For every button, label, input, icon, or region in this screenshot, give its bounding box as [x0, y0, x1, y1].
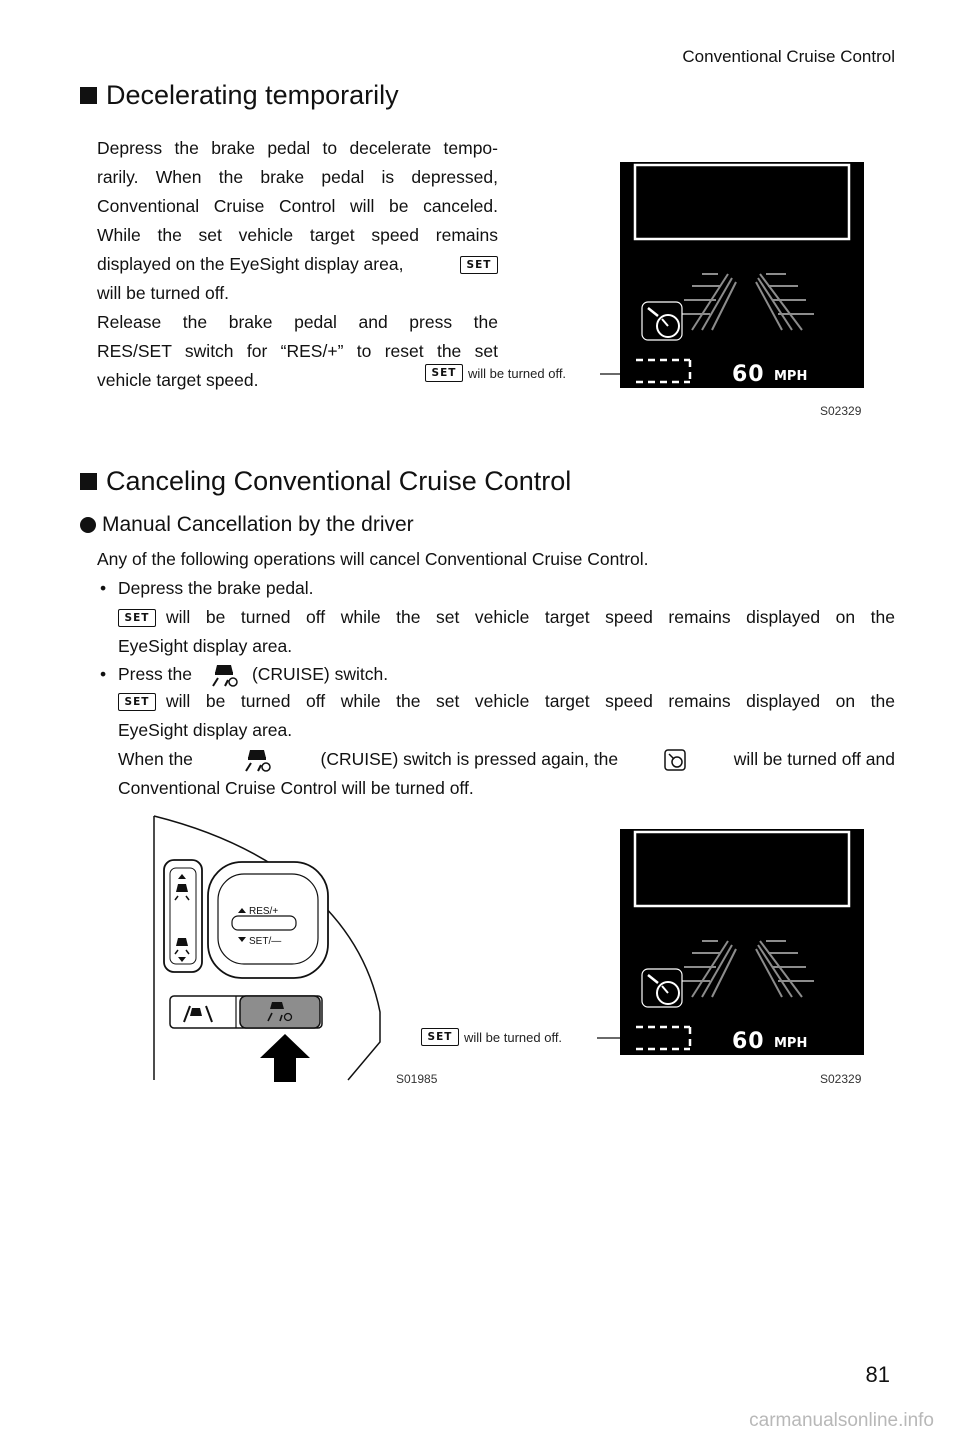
set-label: SET/— — [249, 936, 282, 947]
set-indicator-icon: SET — [118, 693, 156, 711]
cruise-button-highlighted — [240, 996, 320, 1028]
note-text: EyeSight display area. — [118, 720, 293, 740]
para-text: displayed on the EyeSight display area, — [97, 254, 404, 274]
display-message-frame — [635, 832, 849, 906]
lane-lines-graphic — [678, 941, 814, 997]
section-heading-text: Canceling Conventional Cruise Control — [106, 466, 572, 496]
steering-switch-illustration — [148, 812, 388, 1082]
para-line: Release the brake pedal and press the — [97, 312, 498, 332]
res-label: RES/+ — [249, 906, 279, 917]
eyesight-display-1 — [620, 162, 864, 388]
eyesight-display-2 — [620, 829, 864, 1055]
note-text: Conventional Cruise Control will be turned off. — [118, 778, 474, 798]
speed-unit: MPH — [774, 1036, 808, 1051]
cruise-meter-icon — [642, 302, 682, 340]
figure-id: S02329 — [820, 404, 862, 418]
distance-switch — [164, 860, 202, 972]
heading-square-icon — [80, 87, 97, 104]
bullet-note — [118, 603, 895, 661]
para-line: Conventional Cruise Control will be canceled. — [97, 196, 498, 216]
cruise-switch-icon — [204, 662, 244, 688]
cancel-intro: Any of the following operations will cancel Conventional Cruise Control. — [97, 549, 649, 569]
note-text: EyeSight display area. — [118, 636, 293, 656]
subheading-manual-cancellation — [80, 513, 414, 537]
lane-lines-graphic — [678, 274, 814, 330]
set-indicator-icon: SET — [421, 1028, 459, 1046]
bullet-item — [100, 574, 314, 603]
set-indicator-icon: SET — [425, 364, 463, 382]
bullet-text: Press the — [118, 664, 192, 684]
para-line: RES/SET switch for “RES/+” to reset the set — [97, 341, 498, 361]
lower-buttons — [170, 996, 322, 1028]
heading-square-icon — [80, 473, 97, 490]
para-line: vehicle target speed. — [97, 370, 259, 390]
watermark: carmanualsonline.info — [749, 1410, 934, 1431]
figure1-callout — [425, 364, 566, 382]
bullet-note — [118, 687, 895, 803]
callout-text: will be turned off. — [464, 1029, 563, 1045]
speed-unit: MPH — [774, 369, 808, 384]
section-heading-canceling — [80, 466, 571, 497]
callout-text: will be turned off. — [468, 365, 567, 381]
res-set-switch — [208, 862, 328, 978]
note-text: will be turned off and — [733, 749, 895, 769]
page-number: 81 — [865, 1362, 890, 1387]
figure-id: S01985 — [396, 1072, 438, 1086]
set-indicator-icon: SET — [460, 256, 498, 274]
para-line: will be turned off. — [97, 283, 229, 303]
bullet-text: Depress the brake pedal. — [118, 578, 314, 598]
press-arrow-icon — [260, 1034, 310, 1082]
section-heading-text: Decelerating temporarily — [106, 80, 399, 110]
target-speed-dashes — [636, 360, 690, 382]
target-speed-dashes — [636, 1027, 690, 1049]
para-line: rarily. When the brake pedal is depressed, — [97, 167, 498, 187]
chapter-title: Conventional Cruise Control — [682, 47, 895, 66]
para-line: While the set vehicle target speed remains — [97, 225, 498, 245]
speed-value: 60 — [732, 362, 765, 387]
decelerate-paragraph — [97, 134, 498, 395]
section-heading-decelerating — [80, 80, 399, 111]
bullet-item — [100, 660, 388, 689]
cruise-indicator-icon — [662, 747, 690, 773]
heading-dot-icon — [80, 517, 96, 533]
figure3-callout — [421, 1028, 562, 1046]
para-line-with-badge — [97, 250, 498, 279]
note-text: will be turned off while the set vehicle target speed remains displayed on the — [166, 607, 895, 627]
bullet-text: (CRUISE) switch. — [251, 664, 389, 684]
figure-id: S02329 — [820, 1072, 862, 1086]
note-text: will be turned off while the set vehicle target speed remains displayed on the — [166, 691, 895, 711]
note-text: (CRUISE) switch is pressed again, the — [320, 749, 619, 769]
subheading-text: Manual Cancellation by the driver — [102, 513, 414, 536]
cruise-switch-icon — [237, 747, 277, 773]
bullet-icon: • — [100, 664, 107, 684]
bullet-icon: • — [100, 578, 107, 598]
note-text: When the — [118, 749, 193, 769]
cruise-meter-icon — [642, 969, 682, 1007]
display-message-frame — [635, 165, 849, 239]
set-indicator-icon: SET — [118, 609, 156, 627]
para-line: Depress the brake pedal to decelerate tempo- — [97, 138, 498, 158]
speed-value: 60 — [732, 1029, 765, 1054]
note-line — [118, 745, 895, 774]
